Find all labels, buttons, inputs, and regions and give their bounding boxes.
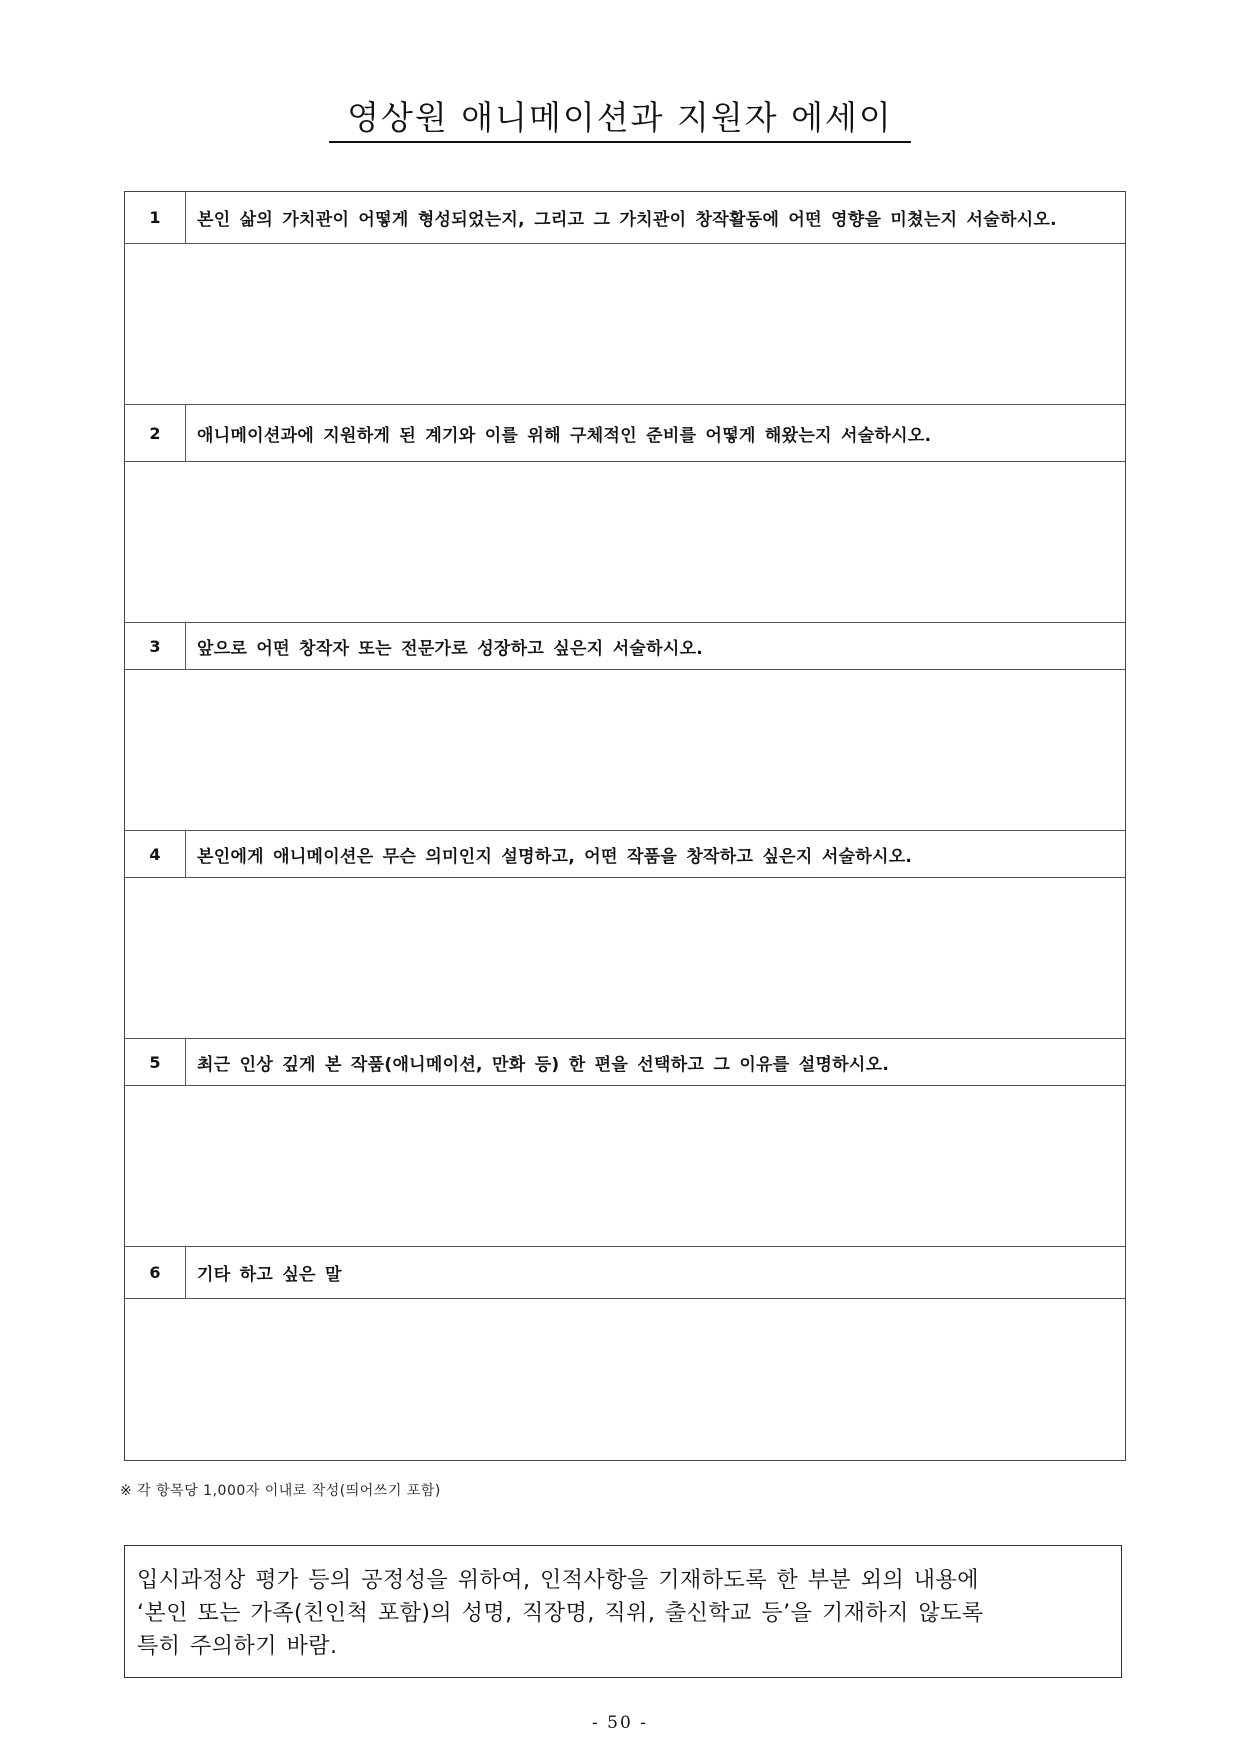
question-text: 본인 삶의 가치관이 어떻게 형성되었는지, 그리고 그 가치관이 창작활동에 어떤 영향을 미쳤는지 서술하시오. — [197, 210, 1057, 230]
answer-area-2[interactable] — [125, 462, 1125, 623]
question-text: 최근 인상 깊게 본 작품(애니메이션, 만화 등) 한 편을 선택하고 그 이유를 설명하시오. — [197, 1054, 890, 1075]
question-header-row — [125, 1247, 1125, 1299]
answer-area-6[interactable] — [125, 1299, 1125, 1460]
answer-area-4[interactable] — [125, 878, 1125, 1039]
notice-line: 입시과정상 평가 등의 공정성을 위하여, 인적사항을 기재하도록 한 부분 외의 내용에 — [137, 1568, 979, 1593]
question-block-3 — [125, 623, 1125, 831]
page-number: - 50 - — [592, 1713, 648, 1733]
essay-question-table — [124, 191, 1126, 1461]
question-number: 5 — [125, 1039, 186, 1085]
question-number: 6 — [125, 1247, 186, 1298]
question-header-row — [125, 831, 1125, 878]
notice-line: 특히 주의하기 바람. — [137, 1634, 338, 1659]
question-number: 4 — [125, 831, 186, 877]
question-block-6 — [125, 1247, 1125, 1460]
question-text: 본인에게 애니메이션은 무슨 의미인지 설명하고, 어떤 작품을 창작하고 싶은지 서술하시오. — [197, 846, 913, 867]
question-header-row — [125, 1039, 1125, 1086]
question-number: 1 — [125, 192, 186, 243]
question-block-5 — [125, 1039, 1125, 1247]
answer-area-3[interactable] — [125, 670, 1125, 831]
question-text: 앞으로 어떤 창작자 또는 전문가로 성장하고 싶은지 서술하시오. — [197, 638, 704, 659]
question-block-4 — [125, 831, 1125, 1039]
question-header-row — [125, 405, 1125, 462]
question-number: 2 — [125, 405, 186, 461]
answer-area-5[interactable] — [125, 1086, 1125, 1247]
question-block-2 — [125, 405, 1125, 623]
question-text: 애니메이션과에 지원하게 된 계기와 이를 위해 구체적인 준비를 어떻게 해왔는지 서술하시오. — [197, 425, 932, 446]
document-title-text: 영상원 애니메이션과 지원자 에세이 — [329, 92, 911, 143]
length-limit-note: ※ 각 항목당 1,000자 이내로 작성(띄어쓰기 포함) — [120, 1483, 441, 1499]
question-header-row — [125, 623, 1125, 670]
document-title — [0, 92, 1240, 143]
notice-box — [124, 1545, 1122, 1678]
question-block-1 — [125, 192, 1125, 405]
question-text: 기타 하고 싶은 말 — [197, 1265, 342, 1285]
question-header-row — [125, 192, 1125, 244]
answer-area-1[interactable] — [125, 244, 1125, 405]
notice-line: ‘본인 또는 가족(친인척 포함)의 성명, 직장명, 직위, 출신학교 등’을 기재하지 않도록 — [137, 1601, 984, 1626]
question-number: 3 — [125, 623, 186, 669]
